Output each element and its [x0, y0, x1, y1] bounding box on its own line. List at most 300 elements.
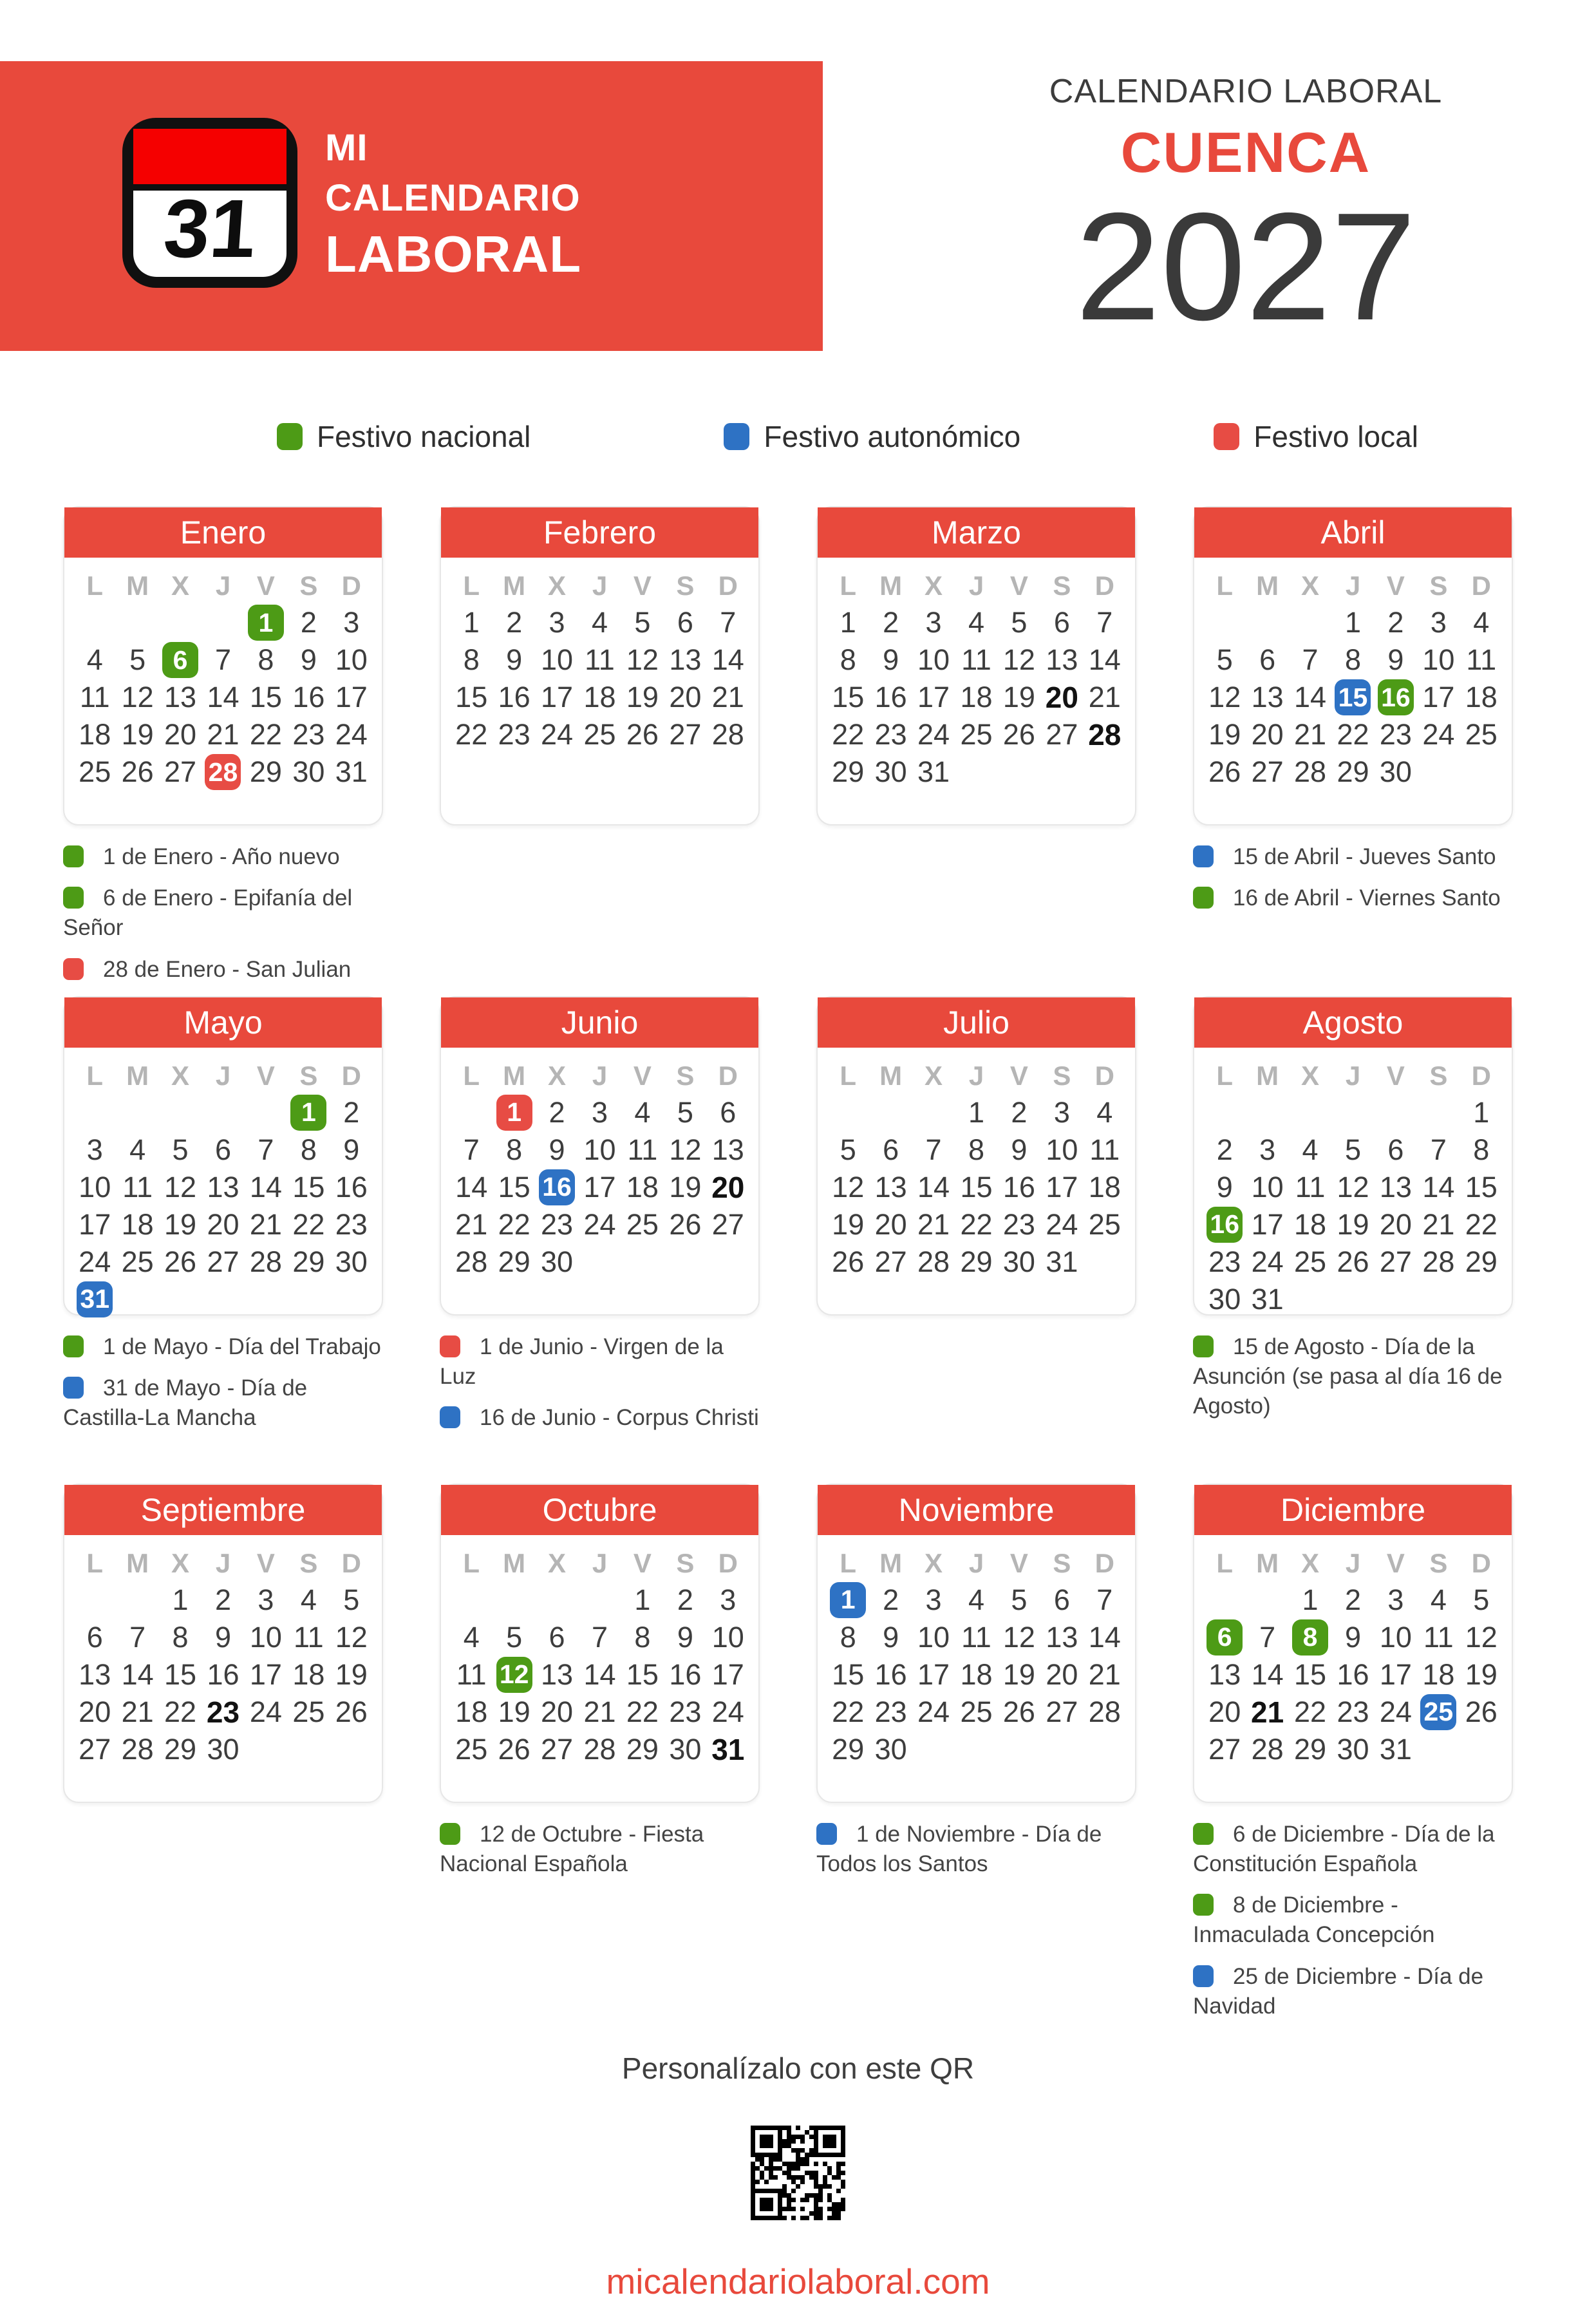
day-cell: 9 [1387, 643, 1404, 676]
day-cell: 22 [960, 1207, 993, 1241]
month-title: Septiembre [64, 1485, 382, 1535]
day-cell: 22 [626, 1695, 659, 1728]
day-cell: 7 [1302, 643, 1319, 676]
day-cell: 4 [463, 1620, 480, 1654]
day-cell: 11 [585, 643, 615, 676]
day-cell: 10 [335, 643, 368, 676]
empty-cell [1203, 604, 1246, 641]
holiday-chip: 1 [248, 605, 284, 641]
day-cell: 8 [840, 1620, 856, 1654]
day-cell: 9 [883, 1620, 899, 1654]
day-cell: 30 [207, 1732, 239, 1766]
day-cell: 6 [1053, 1583, 1070, 1616]
month-card [63, 1484, 383, 1803]
weekday-label: D [341, 1060, 361, 1091]
day-cell: 19 [1337, 1207, 1369, 1241]
autonomic-swatch-icon [440, 1406, 460, 1428]
weekday-label: M [503, 1547, 526, 1578]
month-note: 1 de Mayo - Día del Trabajo [63, 1332, 383, 1362]
month-body [818, 1048, 1135, 1281]
weekday-label: D [1471, 571, 1491, 601]
day-cell: 24 [1251, 1245, 1284, 1278]
day-cell: 3 [549, 606, 565, 639]
month-notes [1193, 1332, 1513, 1422]
day-cell: 30 [335, 1245, 368, 1278]
empty-cell [1289, 1094, 1331, 1131]
day-cell: 4 [1302, 1133, 1319, 1166]
day-cell: 1 [634, 1583, 651, 1616]
month-note: 15 de Agosto - Día de la Asunción (se pasa al día 16 de Agosto) [1193, 1334, 1503, 1419]
month-note: 16 de Abril - Viernes Santo [1193, 883, 1513, 913]
day-cell: 26 [1465, 1695, 1497, 1728]
month-notes [1193, 842, 1513, 913]
day-cell: 20 [164, 718, 197, 751]
day-cell: 23 [874, 718, 907, 751]
month-card [1193, 996, 1513, 1316]
weekday-label: X [548, 571, 567, 601]
holiday-chip: 6 [162, 642, 198, 678]
day-cell: 25 [583, 718, 616, 751]
day-cell: 14 [1088, 1620, 1121, 1654]
day-cell: 11 [122, 1170, 153, 1203]
month-body [1194, 558, 1512, 791]
month-title: Febrero [441, 507, 758, 558]
day-cell [159, 641, 202, 679]
day-cell: 2 [677, 1583, 693, 1616]
weekday-label: J [968, 571, 984, 601]
month-body [1194, 1535, 1512, 1768]
month-title: Julio [818, 997, 1135, 1048]
weekday-label: D [1471, 1547, 1491, 1578]
weekday-label: L [1216, 1547, 1234, 1578]
day-cell: 18 [455, 1695, 488, 1728]
day-cell: 27 [1379, 1245, 1412, 1278]
day-cell: 3 [1053, 1095, 1070, 1129]
day-cell: 31 [711, 1732, 745, 1766]
day-cell: 8 [968, 1133, 984, 1166]
holiday-chip: 16 [1206, 1207, 1243, 1243]
day-cell: 25 [79, 755, 111, 788]
day-cell: 10 [1251, 1170, 1284, 1203]
weekday-label: S [676, 1060, 695, 1091]
month-notes [816, 1820, 1136, 1879]
day-cell: 23 [1379, 718, 1412, 751]
day-cell: 11 [961, 1620, 991, 1654]
qr-title: Personalízalo con este QR [621, 2051, 975, 2085]
day-cell: 22 [1294, 1695, 1327, 1728]
weekday-label: S [1053, 1547, 1071, 1578]
day-cell: 19 [121, 718, 154, 751]
day-cell: 12 [669, 1133, 702, 1166]
day-cell: 3 [258, 1583, 274, 1616]
day-cell: 10 [583, 1133, 616, 1166]
day-cell: 12 [1208, 681, 1241, 713]
autonomic-swatch-icon [63, 1377, 84, 1399]
day-cell: 15 [292, 1170, 325, 1203]
day-cell: 9 [883, 643, 899, 676]
weekday-label: L [463, 1547, 480, 1578]
day-cell: 27 [711, 1207, 744, 1241]
holiday-chip: 16 [539, 1169, 575, 1205]
day-cell: 8 [172, 1620, 189, 1654]
day-cell: 16 [335, 1170, 368, 1203]
day-cell: 24 [1422, 718, 1455, 751]
holiday-chip: 12 [496, 1657, 532, 1693]
day-cell: 2 [214, 1583, 231, 1616]
day-cell: 1 [840, 606, 856, 639]
autonomic-swatch-icon [1193, 845, 1214, 867]
day-cell: 6 [1259, 643, 1276, 676]
day-cell: 15 [498, 1170, 530, 1203]
weekday-label: M [126, 1547, 149, 1578]
day-cell: 11 [1423, 1620, 1454, 1654]
day-cell: 20 [1208, 1695, 1241, 1728]
day-cell: 8 [1473, 1133, 1490, 1166]
day-cell: 9 [549, 1133, 565, 1166]
weekday-label: D [1094, 1547, 1114, 1578]
day-cell: 9 [214, 1620, 231, 1654]
day-cell: 5 [677, 1095, 693, 1129]
weekday-label: D [1094, 571, 1114, 601]
day-cell: 26 [1208, 755, 1241, 788]
day-cell: 17 [541, 681, 574, 713]
month-card [816, 506, 1136, 826]
day-cell: 28 [1422, 1245, 1455, 1278]
day-cell: 2 [506, 606, 523, 639]
day-cell: 28 [1251, 1732, 1284, 1766]
month-mayo [63, 996, 383, 1484]
weekday-label: X [548, 1060, 567, 1091]
empty-cell [159, 1094, 202, 1131]
day-grid [827, 1094, 1126, 1281]
day-cell: 5 [1011, 1583, 1028, 1616]
day-cell: 27 [1251, 755, 1284, 788]
empty-cell [536, 1581, 578, 1619]
day-cell: 27 [874, 1245, 907, 1278]
weekday-row [827, 568, 1126, 604]
month-card [440, 506, 760, 826]
day-cell: 2 [883, 606, 899, 639]
month-body [441, 1535, 758, 1768]
weekday-label: D [1471, 1060, 1491, 1091]
weekday-label: J [215, 1547, 231, 1578]
day-cell: 30 [874, 755, 907, 788]
day-cell: 29 [164, 1732, 197, 1766]
day-cell: 13 [874, 1170, 907, 1203]
day-cell: 3 [591, 1095, 608, 1129]
calendar-logo-icon [122, 118, 297, 288]
day-cell: 1 [463, 606, 480, 639]
day-cell: 14 [583, 1657, 616, 1691]
day-cell: 13 [541, 1657, 574, 1691]
day-cell: 5 [1344, 1133, 1361, 1166]
day-cell: 12 [1465, 1620, 1497, 1654]
day-cell [1331, 679, 1374, 716]
month-note: 6 de Enero - Epifanía del Señor [63, 885, 353, 941]
day-cell: 29 [832, 755, 865, 788]
weekday-label: J [592, 1547, 608, 1578]
day-cell: 6 [883, 1133, 899, 1166]
day-cell: 30 [1208, 1282, 1241, 1316]
weekday-label: M [879, 571, 903, 601]
day-cell: 1 [968, 1095, 984, 1129]
day-cell: 20 [1379, 1207, 1412, 1241]
brand-line-mi: MI [325, 127, 368, 169]
day-cell: 21 [249, 1207, 282, 1241]
holiday-chip: 1 [290, 1095, 326, 1131]
weekday-label: S [1429, 571, 1448, 601]
day-cell: 21 [1422, 1207, 1455, 1241]
day-grid [827, 1581, 1126, 1768]
day-cell: 13 [711, 1133, 744, 1166]
day-cell: 31 [917, 755, 950, 788]
day-cell: 12 [626, 643, 659, 676]
day-cell: 26 [669, 1207, 702, 1241]
day-cell: 22 [455, 718, 488, 751]
month-notes [440, 1332, 760, 1433]
day-cell: 20 [541, 1695, 574, 1728]
month-body [818, 1535, 1135, 1768]
day-cell: 1 [1473, 1095, 1490, 1129]
weekday-label: X [171, 1060, 190, 1091]
day-cell: 11 [1295, 1170, 1326, 1203]
month-body [64, 1535, 382, 1768]
weekday-label: S [1053, 1060, 1071, 1091]
day-cell: 22 [1465, 1207, 1497, 1241]
holiday-chip: 25 [1420, 1694, 1456, 1730]
day-cell: 3 [925, 1583, 942, 1616]
month-body [64, 558, 382, 791]
day-cell: 6 [549, 1620, 565, 1654]
weekday-label: D [1094, 1060, 1114, 1091]
day-cell: 29 [1294, 1732, 1327, 1766]
day-cell: 18 [583, 681, 616, 713]
day-cell: 30 [1002, 1245, 1035, 1278]
weekday-label: X [171, 571, 190, 601]
day-cell [827, 1581, 869, 1619]
weekday-row [1203, 568, 1503, 604]
weekday-label: L [86, 1060, 104, 1091]
empty-cell [116, 1094, 158, 1131]
day-cell: 21 [583, 1695, 616, 1728]
month-febrero [440, 506, 760, 996]
weekday-label: V [633, 1547, 652, 1578]
day-cell: 17 [711, 1657, 744, 1691]
day-cell: 30 [1337, 1732, 1369, 1766]
months-grid [63, 506, 1533, 2033]
day-cell: 11 [293, 1620, 324, 1654]
empty-cell [1246, 604, 1288, 641]
day-cell: 21 [121, 1695, 154, 1728]
month-title: Noviembre [818, 1485, 1135, 1535]
weekday-label: V [633, 1060, 652, 1091]
month-notes [63, 1332, 383, 1433]
day-cell: 16 [1337, 1657, 1369, 1691]
month-body [441, 558, 758, 753]
day-cell: 17 [1422, 681, 1455, 713]
national-swatch-icon [63, 1335, 84, 1357]
day-cell: 13 [669, 643, 702, 676]
day-cell: 29 [249, 755, 282, 788]
day-cell: 19 [1002, 1657, 1035, 1691]
month-body [441, 1048, 758, 1281]
day-cell: 14 [917, 1170, 950, 1203]
day-cell [202, 753, 244, 791]
empty-cell [1246, 1581, 1288, 1619]
weekday-label: L [1216, 1060, 1234, 1091]
day-cell: 12 [1337, 1170, 1369, 1203]
month-card [1193, 506, 1513, 826]
day-cell: 20 [1046, 1657, 1078, 1691]
weekday-label: M [1256, 571, 1279, 601]
day-grid [827, 604, 1126, 791]
day-cell: 23 [1208, 1245, 1241, 1278]
day-cell: 28 [711, 718, 744, 751]
weekday-label: X [1301, 571, 1320, 601]
day-cell: 23 [206, 1695, 240, 1729]
day-cell: 8 [506, 1133, 523, 1166]
weekday-label: D [718, 1547, 738, 1578]
day-cell: 8 [634, 1620, 651, 1654]
day-cell: 2 [300, 606, 317, 639]
empty-cell [73, 1581, 116, 1619]
weekday-label: J [215, 1060, 231, 1091]
month-title: Marzo [818, 507, 1135, 558]
day-cell: 12 [164, 1170, 197, 1203]
month-diciembre [1193, 1484, 1513, 2033]
month-title: Junio [441, 997, 758, 1048]
day-cell: 5 [634, 606, 651, 639]
day-cell: 15 [832, 681, 865, 713]
day-cell: 4 [86, 643, 103, 676]
day-cell: 27 [541, 1732, 574, 1766]
empty-cell [73, 1094, 116, 1131]
empty-cell [159, 604, 202, 641]
title-year: 2027 [1075, 182, 1416, 352]
day-cell: 31 [335, 755, 368, 788]
day-cell: 26 [626, 718, 659, 751]
day-cell: 30 [292, 755, 325, 788]
day-cell: 21 [1088, 681, 1121, 713]
month-card [440, 996, 760, 1316]
day-cell: 6 [677, 606, 693, 639]
day-grid [73, 604, 373, 791]
day-cell: 14 [455, 1170, 488, 1203]
weekday-label: J [1345, 571, 1361, 601]
empty-cell [1246, 1094, 1288, 1131]
month-note: 1 de Junio - Virgen de la Luz [440, 1334, 724, 1389]
day-cell: 8 [258, 643, 274, 676]
month-note: 25 de Diciembre - Día de Navidad [1193, 1963, 1484, 2019]
empty-cell [1203, 1581, 1246, 1619]
weekday-label: M [126, 571, 149, 601]
month-notes [440, 1820, 760, 1879]
day-cell: 13 [79, 1657, 111, 1691]
day-grid [450, 1581, 749, 1768]
day-cell: 10 [917, 1620, 950, 1654]
empty-cell [116, 1581, 158, 1619]
national-swatch-icon [63, 845, 84, 867]
day-cell: 9 [1011, 1133, 1028, 1166]
day-cell: 5 [506, 1620, 523, 1654]
day-cell: 28 [249, 1245, 282, 1278]
month-title: Enero [64, 507, 382, 558]
day-cell: 19 [1002, 681, 1035, 713]
day-cell: 5 [1473, 1583, 1490, 1616]
empty-cell [1203, 1094, 1246, 1131]
day-cell: 14 [207, 681, 239, 713]
day-cell: 18 [1465, 681, 1497, 713]
empty-cell [827, 1094, 869, 1131]
day-cell: 16 [207, 1657, 239, 1691]
day-cell: 25 [960, 1695, 993, 1728]
day-cell: 29 [832, 1732, 865, 1766]
weekday-label: S [299, 1547, 318, 1578]
day-cell: 19 [1465, 1657, 1497, 1691]
weekday-label: J [1345, 1547, 1361, 1578]
day-cell: 18 [292, 1657, 325, 1691]
day-cell: 4 [1096, 1095, 1113, 1129]
national-swatch-icon [1193, 1335, 1214, 1357]
weekday-label: J [968, 1060, 984, 1091]
day-cell: 26 [1002, 1695, 1035, 1728]
day-cell: 17 [79, 1207, 111, 1241]
day-cell: 18 [960, 681, 993, 713]
day-cell: 7 [463, 1133, 480, 1166]
day-cell: 22 [164, 1695, 197, 1728]
day-cell: 13 [1379, 1170, 1412, 1203]
day-cell: 26 [832, 1245, 865, 1278]
weekday-row [73, 1058, 373, 1094]
weekday-label: V [256, 1547, 275, 1578]
weekday-label: V [1386, 1060, 1405, 1091]
day-cell: 4 [1473, 606, 1490, 639]
weekday-label: V [633, 571, 652, 601]
day-cell: 13 [1046, 643, 1078, 676]
day-cell: 28 [1294, 755, 1327, 788]
month-marzo [816, 506, 1136, 996]
day-cell: 2 [1344, 1583, 1361, 1616]
day-cell: 21 [455, 1207, 488, 1241]
day-cell: 6 [1053, 606, 1070, 639]
national-swatch-icon [440, 1823, 460, 1845]
day-cell: 10 [917, 643, 950, 676]
day-cell: 13 [1208, 1657, 1241, 1691]
month-julio [816, 996, 1136, 1484]
qr-code [0, 2126, 1596, 2223]
day-cell: 10 [711, 1620, 744, 1654]
empty-cell [1375, 1094, 1417, 1131]
day-cell: 4 [1430, 1583, 1447, 1616]
day-cell: 16 [874, 681, 907, 713]
day-cell: 25 [960, 718, 993, 751]
day-cell: 24 [917, 1695, 950, 1728]
weekday-label: J [215, 571, 231, 601]
empty-cell [202, 604, 244, 641]
month-notes [1193, 1820, 1513, 2021]
day-cell: 11 [79, 681, 110, 713]
day-cell: 15 [1465, 1170, 1497, 1203]
weekday-label: S [676, 1547, 695, 1578]
day-cell: 11 [627, 1133, 658, 1166]
day-cell: 15 [249, 681, 282, 713]
day-cell: 2 [1011, 1095, 1028, 1129]
day-cell: 11 [1466, 643, 1497, 676]
day-cell: 5 [172, 1133, 189, 1166]
page-title-block [1020, 72, 1471, 352]
day-cell: 24 [583, 1207, 616, 1241]
weekday-label: L [840, 1547, 857, 1578]
